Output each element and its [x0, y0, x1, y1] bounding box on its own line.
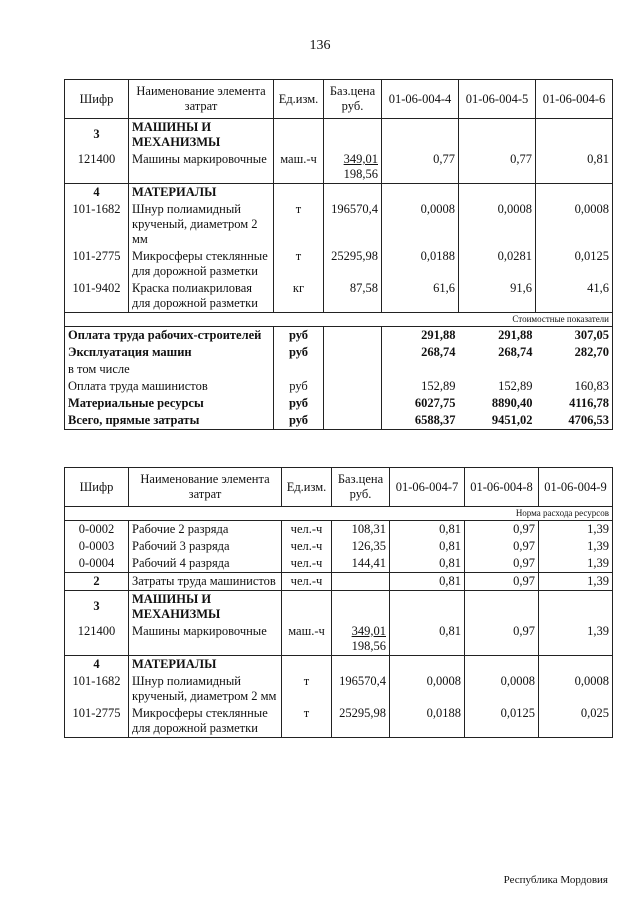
row-unit: чел.-ч	[282, 538, 332, 555]
header-col-3: 01-06-004-9	[539, 468, 613, 507]
row-code: 0-0004	[65, 555, 129, 573]
row-price: 108,31	[332, 520, 390, 538]
row-unit: чел.-ч	[282, 572, 332, 590]
cost-unit: руб	[274, 326, 324, 344]
row-unit: маш.-ч	[274, 151, 324, 184]
row-value: 0,0008	[539, 673, 613, 705]
cost-row	[65, 361, 613, 378]
section-number: 4	[65, 184, 129, 202]
cost-value: 291,88	[382, 326, 459, 344]
row-value: 0,81	[390, 538, 465, 555]
cost-row	[65, 378, 613, 395]
row-unit: т	[282, 705, 332, 738]
header-code: Шифр	[65, 468, 129, 507]
row-value: 0,97	[465, 555, 539, 573]
row-value: 91,6	[459, 280, 536, 313]
cost-value: 4116,78	[536, 395, 613, 412]
row-price: 196570,4	[332, 673, 390, 705]
cost-name: Оплата труда машинистов	[65, 378, 274, 395]
header-name: Наименование элемента затрат	[129, 80, 274, 119]
row-value: 0,97	[465, 623, 539, 656]
row-value: 0,81	[390, 623, 465, 656]
table-row	[65, 201, 613, 248]
cost-value: 152,89	[382, 378, 459, 395]
cost-value: 291,88	[498, 327, 533, 342]
price-bottom: 198,56	[351, 638, 386, 653]
price-bottom: 198,56	[343, 167, 378, 181]
row-price: 87,58	[324, 280, 382, 313]
row-value: 0,81	[536, 151, 613, 184]
cost-value: 152,89	[498, 378, 533, 393]
cost-unit: руб	[274, 412, 324, 430]
header-unit: Ед.изм.	[274, 80, 324, 119]
table-row	[65, 151, 613, 184]
row-code: 0-0002	[65, 520, 129, 538]
row-value: 1,39	[539, 572, 613, 590]
row-value: 0,97	[465, 538, 539, 555]
cost-unit: руб	[274, 378, 324, 395]
row-name: Рабочий 3 разряда	[129, 538, 282, 555]
cost-row	[65, 412, 613, 430]
row-value: 0,97	[465, 572, 539, 590]
row-name: Микросферы стеклянные для дорожной разметки	[129, 705, 282, 738]
row-value: 41,6	[536, 280, 613, 313]
row-name: Рабочие 2 разряда	[129, 520, 282, 538]
table-row	[65, 623, 613, 656]
section-title: МАТЕРИАЛЫ	[129, 655, 282, 673]
row-unit: т	[282, 673, 332, 705]
cost-value: 160,83	[536, 378, 613, 395]
cost-note-row	[65, 313, 613, 327]
section-row-materials	[65, 184, 613, 202]
cost-name: Оплата труда рабочих-строителей	[65, 326, 274, 344]
row-value: 0,0125	[465, 705, 539, 738]
row-unit: маш.-ч	[282, 623, 332, 656]
row-name: Шнур полиамидный крученый, диаметром 2 мм	[129, 673, 282, 705]
header-price: Баз.цена руб.	[332, 468, 390, 507]
table-row	[65, 520, 613, 538]
cost-note: Стоимостные показатели	[65, 313, 613, 327]
resource-table-2	[64, 467, 613, 738]
header-code: Шифр	[65, 80, 129, 119]
table-row	[65, 538, 613, 555]
row-unit: чел.-ч	[282, 555, 332, 573]
table-header-row	[65, 80, 613, 119]
row-price: 126,35	[332, 538, 390, 555]
row-price	[324, 151, 382, 184]
header-col-2: 01-06-004-5	[459, 80, 536, 119]
row-price: 25295,98	[332, 705, 390, 738]
norm-note: Норма расхода ресурсов	[65, 507, 613, 521]
row-value: 0,77	[382, 151, 459, 184]
cost-name: Всего, прямые затраты	[65, 412, 274, 430]
section-number: 3	[65, 590, 129, 623]
row-code: 101-2775	[65, 705, 129, 738]
cost-value: 9451,02	[459, 412, 536, 430]
cost-value: 6027,75	[382, 395, 459, 412]
cost-name: Эксплуатация машин	[65, 344, 274, 361]
section-title: МАШИНЫ И МЕХАНИЗМЫ	[129, 119, 274, 152]
row-code: 101-1682	[65, 201, 129, 248]
row-unit: т	[274, 201, 324, 248]
cost-value: 4706,53	[536, 412, 613, 430]
cost-value: 8890,40	[491, 395, 533, 410]
row-value: 0,0008	[390, 673, 465, 705]
cost-row	[65, 395, 613, 412]
row-name: Микросферы стеклянные для дорожной разметки	[129, 248, 274, 280]
row-value: 0,81	[390, 572, 465, 590]
table-row	[65, 280, 613, 313]
header-name: Наименование элемента затрат	[129, 468, 282, 507]
row-value: 0,77	[459, 151, 536, 184]
header-col-3: 01-06-004-6	[536, 80, 613, 119]
table-row	[65, 555, 613, 573]
section-row-machines	[65, 590, 613, 623]
row-value: 0,0008	[459, 201, 536, 248]
row-name: Затраты труда машинистов	[129, 572, 282, 590]
section-row-materials	[65, 655, 613, 673]
header-col-2: 01-06-004-8	[465, 468, 539, 507]
table-header-row	[65, 468, 613, 507]
row-value: 0,81	[390, 520, 465, 538]
row-unit: т	[274, 248, 324, 280]
header-col-1: 01-06-004-7	[390, 468, 465, 507]
header-price: Баз.цена руб.	[324, 80, 382, 119]
row-value: 0,0008	[465, 673, 539, 705]
table-row	[65, 673, 613, 705]
row-name: Рабочий 4 разряда	[129, 555, 282, 573]
row-code: 121400	[65, 623, 129, 656]
cost-row	[65, 326, 613, 344]
table-row	[65, 572, 613, 590]
section-row-machines	[65, 119, 613, 152]
row-price: 196570,4	[324, 201, 382, 248]
row-code: 101-9402	[65, 280, 129, 313]
row-value: 0,0125	[536, 248, 613, 280]
row-code: 101-2775	[65, 248, 129, 280]
row-name: Машины маркировочные	[129, 151, 274, 184]
price-top: 349,01	[343, 152, 378, 166]
section-number: 3	[65, 119, 129, 152]
row-price	[332, 623, 390, 656]
row-price: 144,41	[332, 555, 390, 573]
row-code: 121400	[65, 151, 129, 184]
row-value: 0,0281	[459, 248, 536, 280]
row-value: 0,025	[539, 705, 613, 738]
section-title: МАТЕРИАЛЫ	[129, 184, 274, 202]
row-value: 0,81	[390, 555, 465, 573]
row-value: 0,0008	[536, 201, 613, 248]
table-row	[65, 705, 613, 738]
cost-value: 6588,37	[382, 412, 459, 430]
row-unit: кг	[274, 280, 324, 313]
cost-name: Материальные ресурсы	[65, 395, 274, 412]
row-code: 101-1682	[65, 673, 129, 705]
cost-value: 268,74	[498, 344, 533, 359]
cost-row	[65, 344, 613, 361]
cost-value: 282,70	[536, 344, 613, 361]
cost-value: 307,05	[536, 326, 613, 344]
header-unit: Ед.изм.	[282, 468, 332, 507]
section-number: 4	[65, 655, 129, 673]
norm-note-row	[65, 507, 613, 521]
section-title: МАШИНЫ И МЕХАНИЗМЫ	[129, 590, 282, 623]
row-value: 1,39	[539, 520, 613, 538]
row-name: Шнур полиамидный крученый, диаметром 2 мм	[129, 201, 274, 248]
row-name: Краска полиакриловая для дорожной разметки	[129, 280, 274, 313]
row-value: 1,39	[539, 623, 613, 656]
row-unit: чел.-ч	[282, 520, 332, 538]
price-top: 349,01	[351, 623, 386, 638]
row-value: 0,0188	[390, 705, 465, 738]
cost-unit: руб	[274, 395, 324, 412]
cost-name: в том числе	[65, 361, 274, 378]
cost-value: 268,74	[382, 344, 459, 361]
row-value: 61,6	[382, 280, 459, 313]
row-value: 1,39	[539, 538, 613, 555]
row-value: 0,0188	[382, 248, 459, 280]
row-value: 1,39	[539, 555, 613, 573]
row-value: 0,97	[465, 520, 539, 538]
row-value: 0,0008	[382, 201, 459, 248]
resource-table-1	[64, 79, 613, 430]
footer-region: Республика Мордовия	[503, 874, 608, 886]
row-code: 2	[65, 572, 129, 590]
table-row	[65, 248, 613, 280]
row-name: Машины маркировочные	[129, 623, 282, 656]
cost-unit: руб	[274, 344, 324, 361]
row-price: 25295,98	[324, 248, 382, 280]
header-col-1: 01-06-004-4	[382, 80, 459, 119]
row-code: 0-0003	[65, 538, 129, 555]
page-number: 136	[309, 38, 331, 53]
